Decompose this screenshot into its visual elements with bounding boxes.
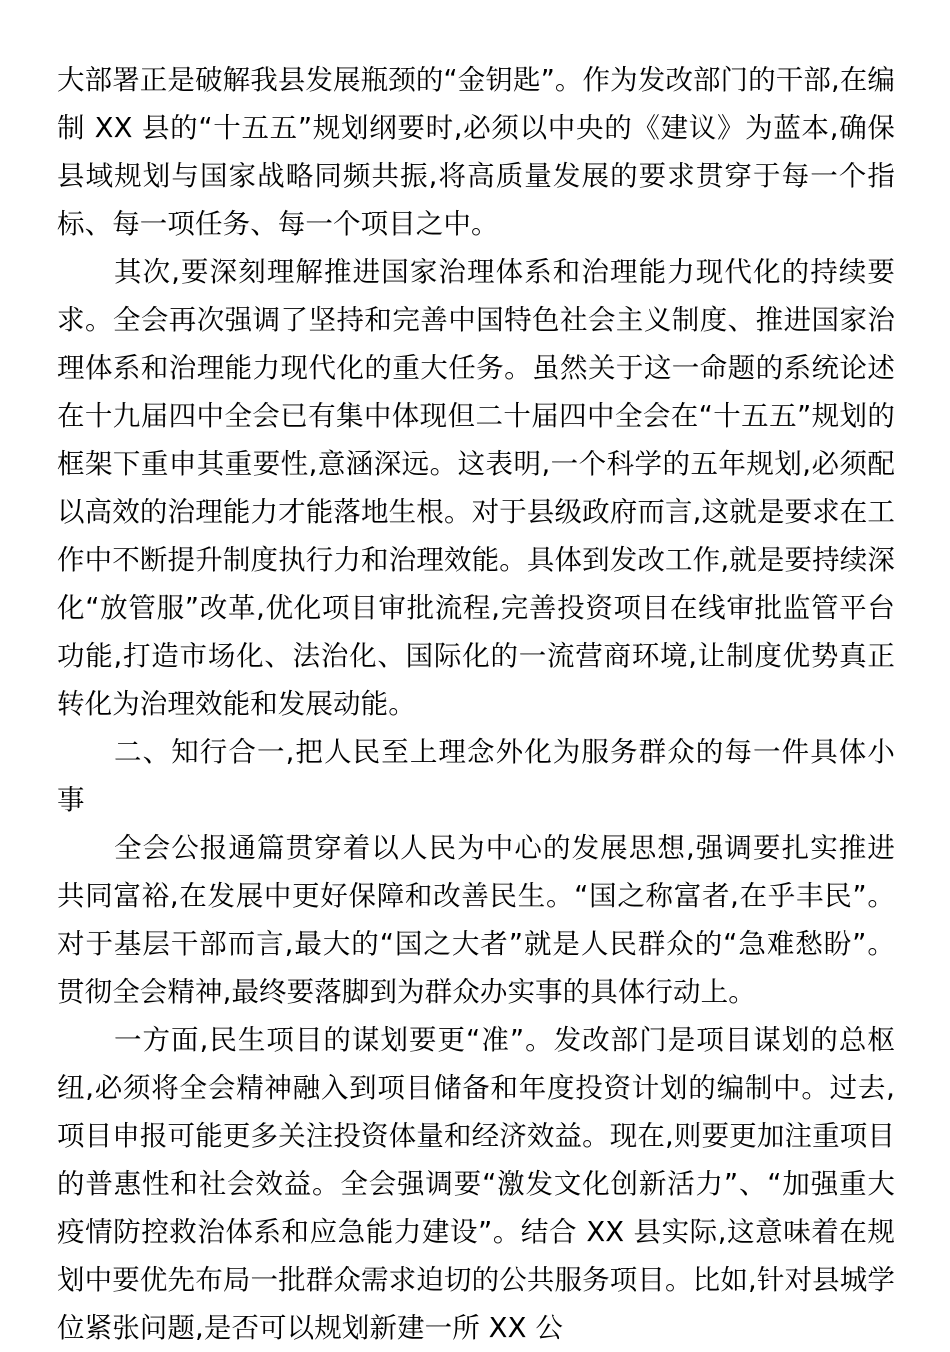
paragraph-livelihood-project-planning: 一方面,民生项目的谋划要更“准”。发改部门是项目谋划的总枢纽,必须将全会精神融入到项目储备和年度投资计划的编制中。过去,项目申报可能更多关注投资体量和经济效益。现在,则要更加注重项目的普惠性和社会效益。全会强调要“激发文化创新活力”、“加强重大疫情防控救治体系和应急能力建设”。结合 XX 县实际,这意味着在规划中要优先布局一批群众需求迫切的公共服务项目。比如,针对县城学位紧张问题,是否可以规划新建一所 XX 公: [57, 1024, 895, 1344]
paragraph-people-centered-development: 全会公报通篇贯穿着以人民为中心的发展思想,强调要扎实推进共同富裕,在发展中更好保障和改善民生。“国之称富者,在乎丰民”。对于基层干部而言,最大的“国之大者”就是人民群众的“急难愁盼”。贯彻全会精神,最终要落脚到为群众办实事的具体行动上。: [57, 832, 895, 1008]
paragraph-governance-modernization: 其次,要深刻理解推进国家治理体系和治理能力现代化的持续要求。全会再次强调了坚持和完善中国特色社会主义制度、推进国家治理体系和治理能力现代化的重大任务。虽然关于这一命题的系统论述在十九届四中全会已有集中体现但二十届四中全会在“十五五”规划的框架下重申其重要性,意涵深远。这表明,一个科学的五年规划,必须配以高效的治理能力才能落地生根。对于县级政府而言,这就是要求在工作中不断提升制度执行力和治理效能。具体到发改工作,就是要持续深化“放管服”改革,优化项目审批流程,完善投资项目在线审批监管平台功能,打造市场化、法治化、国际化的一流营商环境,让制度优势真正转化为治理效能和发展动能。: [57, 256, 895, 720]
section-heading-two: 二、知行合一,把人民至上理念外化为服务群众的每一件具体小事: [57, 736, 895, 816]
document-body: [57, 56, 895, 1352]
paragraph-continued-opening: 大部署正是破解我县发展瓶颈的“金钥匙”。作为发改部门的干部,在编制 XX 县的“十五五”规划纲要时,必须以中央的《建议》为蓝本,确保县域规划与国家战略同频共振,将高质量发展的要求贯穿于每一个指标、每一项任务、每一个项目之中。: [57, 64, 895, 240]
